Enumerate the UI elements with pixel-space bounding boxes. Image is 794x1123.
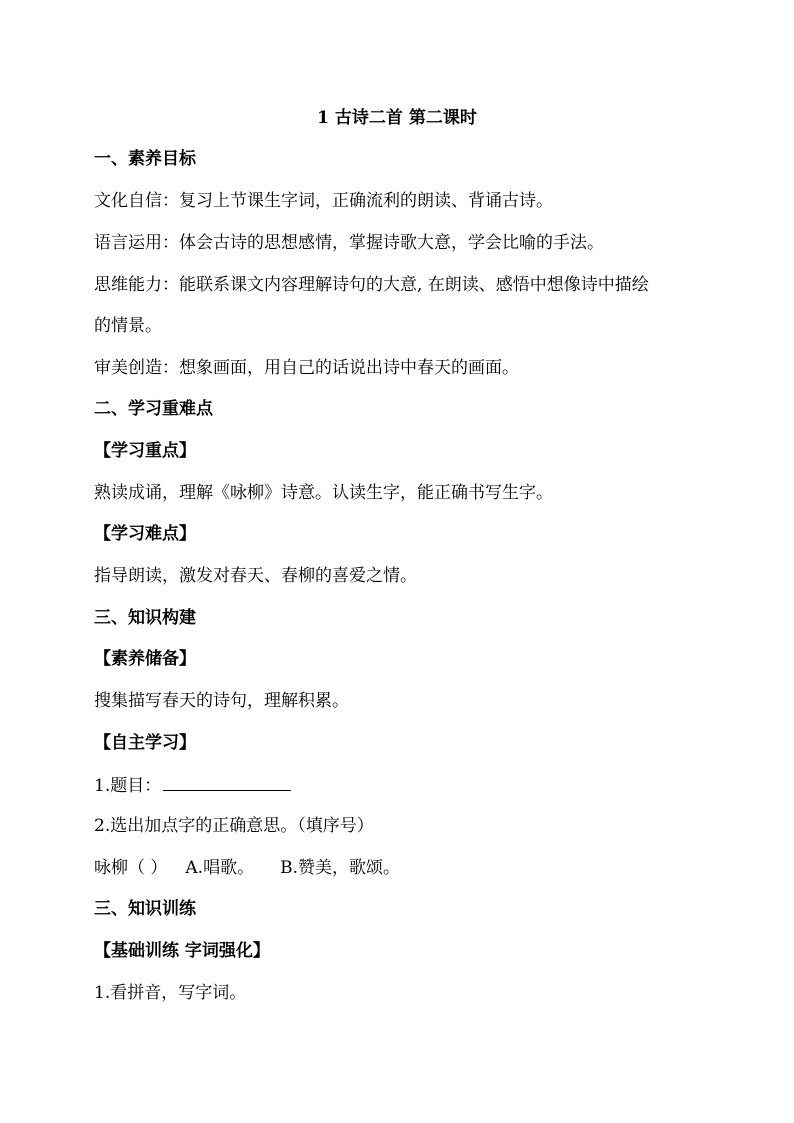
goal-thinking-cont: 的情景。 <box>94 316 162 336</box>
self-study-label: 【自主学习】 <box>94 733 196 753</box>
goal-language: 语言运用：体会古诗的思想感情，掌握诗歌大意，学会比喻的手法。 <box>94 233 604 253</box>
training-question-1: 1.看拼音，写字词。 <box>94 983 247 1003</box>
question-2: 2.选出加点字的正确意思。（填序号） <box>94 816 374 836</box>
section-heading-training: 三、知识训练 <box>94 899 196 919</box>
option-a: A.唱歌。 <box>185 858 255 878</box>
section-heading-keypoints: 二、学习重难点 <box>94 399 213 419</box>
prep-text: 搜集描写春天的诗句，理解积累。 <box>94 691 349 711</box>
lesson-title: 1 古诗二首 第二课时 <box>317 108 477 128</box>
goal-aesthetic: 审美创造：想象画面，用自己的话说出诗中春天的画面。 <box>94 358 519 378</box>
word-blank: 咏柳（ ） <box>94 858 168 878</box>
difficulty-label: 【学习难点】 <box>94 524 196 544</box>
key-point-label: 【学习重点】 <box>94 441 196 461</box>
key-point-text: 熟读成诵，理解《咏柳》诗意。认读生字，能正确书写生字。 <box>94 483 553 503</box>
question-1-label: 1.题目： <box>94 776 162 796</box>
basic-training-label: 【基础训练 字词强化】 <box>94 941 270 961</box>
goal-culture: 文化自信：复习上节课生字词，正确流利的朗读、背诵古诗。 <box>94 191 553 211</box>
question-2-options <box>94 856 734 880</box>
prep-label: 【素养储备】 <box>94 649 196 669</box>
difficulty-text: 指导朗读，激发对春天、春柳的喜爱之情。 <box>94 566 417 586</box>
option-b: B.赞美，歌颂。 <box>280 858 400 878</box>
section-heading-goals: 一、素养目标 <box>94 149 196 169</box>
question-1 <box>94 772 734 798</box>
goal-thinking: 思维能力：能联系课文内容理解诗句的大意, 在朗读、感悟中想像诗中描绘 <box>94 275 649 295</box>
answer-blank[interactable] <box>163 772 291 791</box>
section-heading-construction: 三、知识构建 <box>94 608 196 628</box>
